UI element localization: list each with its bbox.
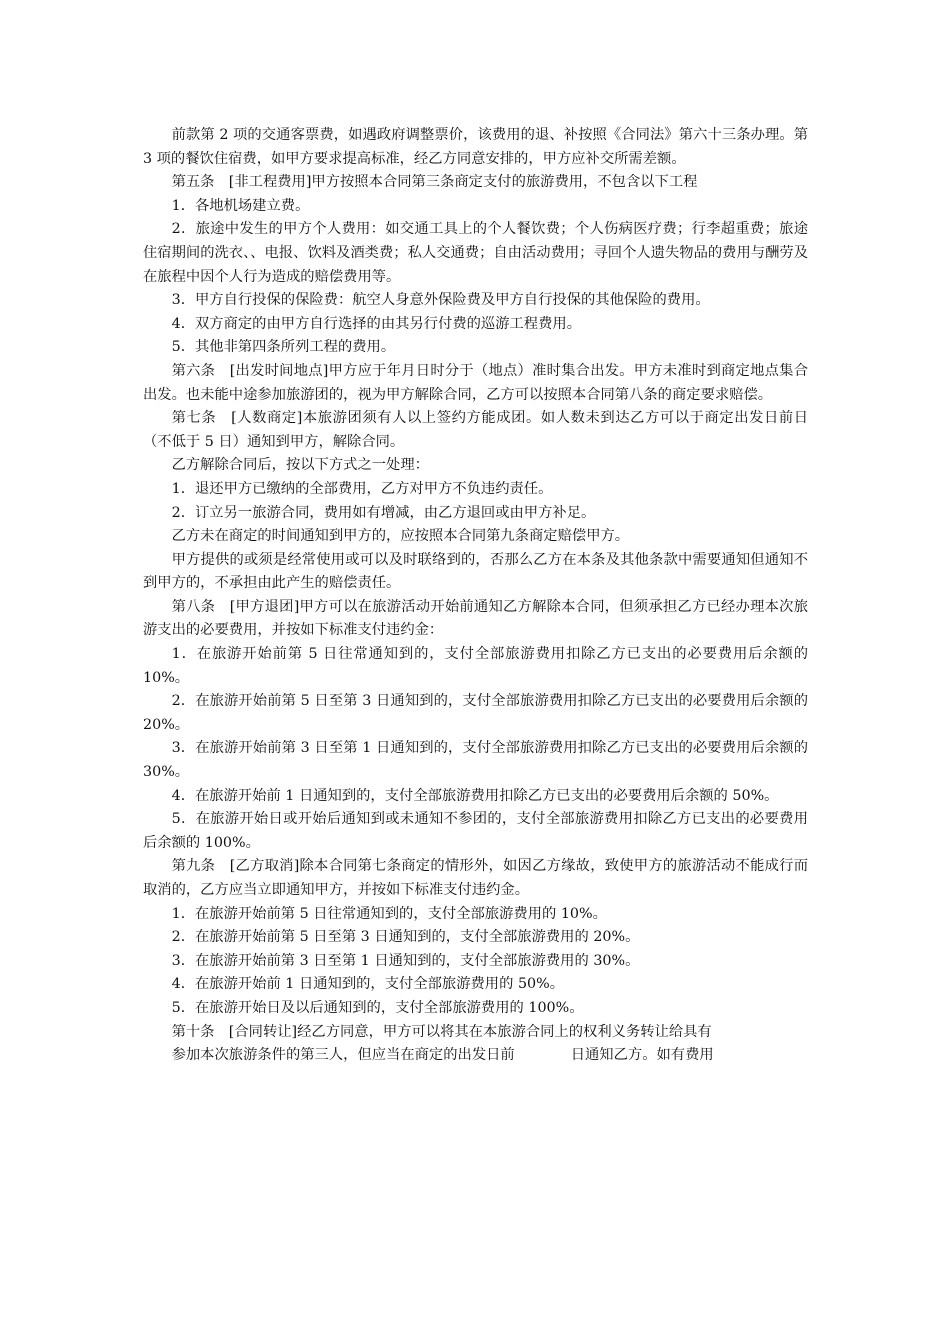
paragraph: 2．旅途中发生的甲方个人费用：如交通工具上的个人餐饮费；个人伤病医疗费；行李超重费；旅途住宿期间的洗衣、、电报、饮料及酒类费；私人交通费；自由活动费用；寻回个人遗失物品的费用与酬劳及在旅程中因个人行为造成的赔偿费用等。 — [143, 221, 808, 285]
paragraph: 3．甲方自行投保的保险费：航空人身意外保险费及甲方自行投保的其他保险的费用。 — [171, 292, 710, 309]
paragraph: 第九条 [乙方取消]除本合同第七条商定的情形外，如因乙方缘故，致使甲方的旅游活动不能成行而取消的，乙方应当立即通知甲方，并按如下标准支付违约金。 — [143, 858, 808, 898]
paragraph: 2．在旅游开始前第 5 日至第 3 日通知到的，支付全部旅游费用的 20%。 — [171, 929, 640, 946]
paragraph: 第七条 [人数商定]本旅游团须有人以上签约方能成团。如人数未到达乙方可以于商定出发日前日（不低于 5 日）通知到甲方，解除合同。 — [143, 410, 808, 450]
paragraph: 5．其他非第四条所列工程的费用。 — [171, 339, 396, 356]
paragraph: 甲方提供的或须是经常使用或可以及时联络到的，否那么乙方在本条及其他条款中需要通知但通知不到甲方的，不承担由此产生的赔偿责任。 — [143, 551, 808, 592]
document-page — [143, 124, 808, 1068]
paragraph: 第五条 [非工程费用]甲方按照本合同第三条商定支付的旅游费用，不包含以下工程 — [171, 174, 698, 191]
paragraph: 3．在旅游开始前第 3 日至第 1 日通知到的，支付全部旅游费用扣除乙方已支出的必要费用后余额的 30%。 — [143, 740, 808, 781]
final-line-text-after-gap: 日通知乙方。如有费用 — [570, 1047, 714, 1064]
paragraph: 第八条 [甲方退团]甲方可以在旅游活动开始前通知乙方解除本合同，但须承担乙方已经办理本次旅游支出的必要费用，并按如下标准支付违约金： — [143, 598, 808, 639]
paragraph: 第六条 [出发时间地点]甲方应于年月日时分于（地点）准时集合出发。甲方未准时到商定地点集合出发。也未能中途参加旅游团的，视为甲方解除合同，乙方可以按照本合同第八条的商定要求赔偿。 — [143, 362, 808, 403]
paragraph: 前款第 2 项的交通客票费，如遇政府调整票价，该费用的退、补按照《合同法》第六十三条办理。第 3 项的餐饮住宿费，如甲方要求提高标准，经乙方同意安排的，甲方应补交所需差额。 — [143, 127, 808, 167]
paragraph: 第十条 [合同转让]经乙方同意，甲方可以将其在本旅游合同上的权利义务转让给具有 — [171, 1023, 712, 1040]
paragraph: 4．在旅游开始前 1 日通知到的，支付全部旅游费用的 50%。 — [171, 976, 565, 993]
paragraph-final-line — [143, 1044, 808, 1068]
paragraph: 2．订立另一旅游合同，费用如有增减，由乙方退回或由甲方补足。 — [171, 504, 596, 521]
paragraph: 1．退还甲方已缴纳的全部费用，乙方对甲方不负违约责任。 — [171, 480, 553, 497]
paragraph: 1．在旅游开始前第 5 日往常通知到的，支付全部旅游费用的 10%。 — [171, 905, 607, 922]
paragraph: 1．各地机场建立费。 — [171, 197, 310, 214]
paragraph: 2．在旅游开始前第 5 日至第 3 日通知到的，支付全部旅游费用扣除乙方已支出的必要费用后余额的 20%。 — [143, 693, 808, 733]
paragraph: 5．在旅游开始日或开始后通知到或未通知不参团的，支付全部旅游费用扣除乙方已支出的必要费用后余额的 100%。 — [143, 811, 808, 851]
paragraph: 3．在旅游开始前第 3 日至第 1 日通知到的，支付全部旅游费用的 30%。 — [171, 952, 640, 969]
paragraph: 4．双方商定的由甲方自行选择的由其另行付费的巡游工程费用。 — [171, 315, 581, 332]
paragraph: 1．在旅游开始前第 5 日往常通知到的，支付全部旅游费用扣除乙方已支出的必要费用后余额的 10%。 — [143, 646, 808, 686]
paragraph: 5．在旅游开始日及以后通知到的，支付全部旅游费用的 100%。 — [171, 999, 584, 1016]
paragraph: 乙方解除合同后，按以下方式之一处理： — [171, 457, 429, 474]
paragraph: 4．在旅游开始前 1 日通知到的，支付全部旅游费用扣除乙方已支出的必要费用后余额的 50%。 — [171, 787, 779, 804]
paragraph: 乙方未在商定的时间通知到甲方的，应按照本合同第九条商定赔偿甲方。 — [171, 528, 630, 545]
final-line-text-before-gap: 参加本次旅游条件的第三人，但应当在商定的出发日前 — [171, 1047, 515, 1064]
